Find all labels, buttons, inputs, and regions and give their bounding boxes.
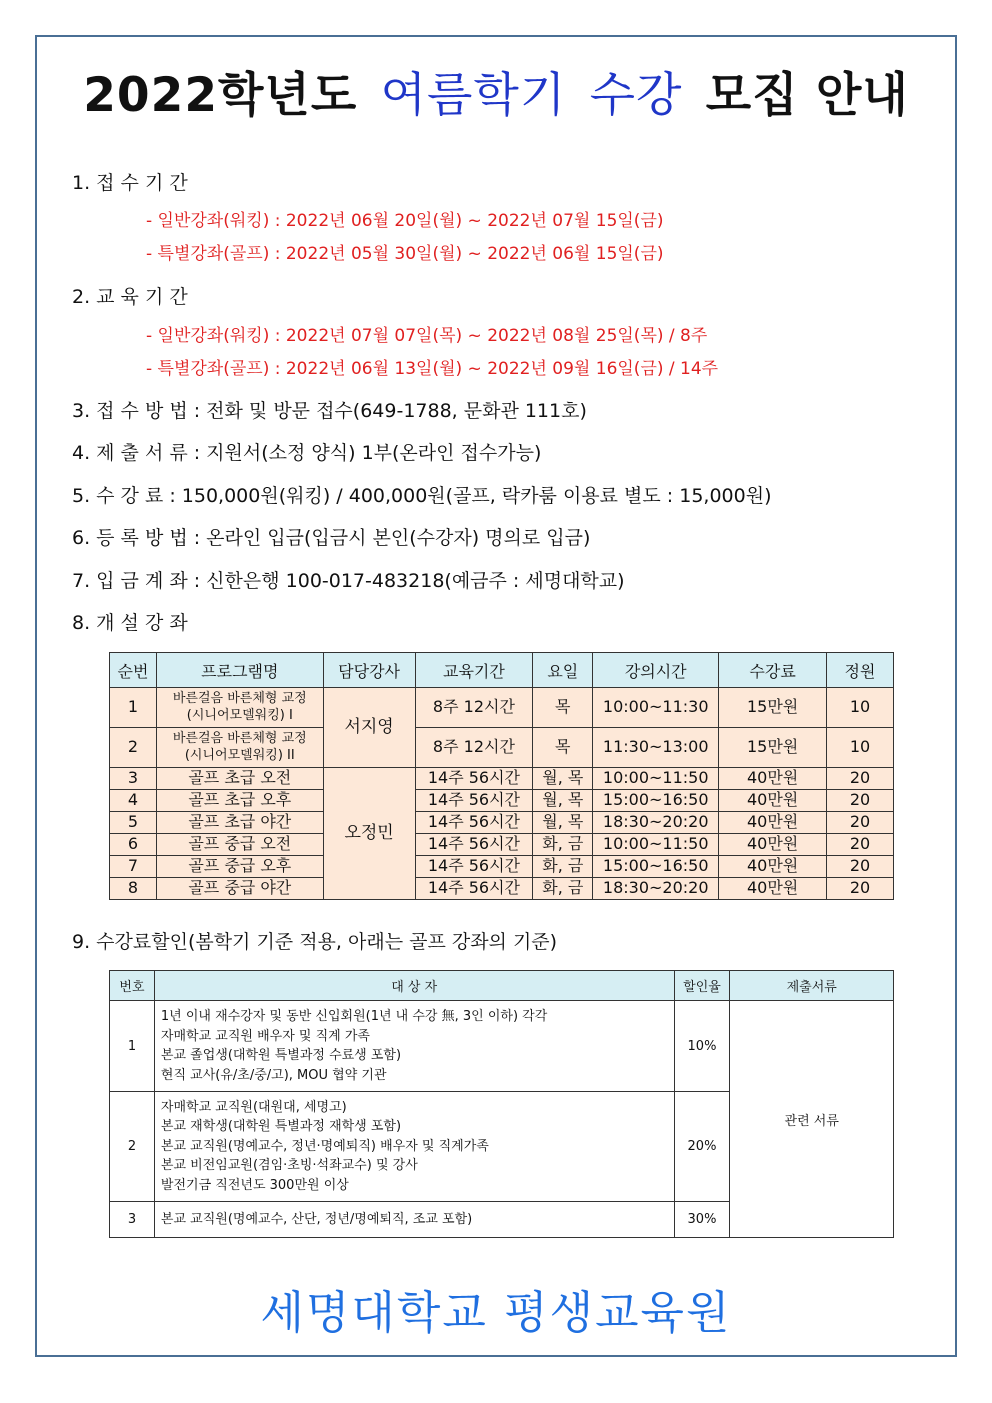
course-no: 1 [110, 688, 157, 728]
course-period: 14주 56시간 [415, 856, 533, 878]
course-capacity: 20 [827, 878, 894, 900]
course-fee: 15만원 [719, 728, 827, 768]
course-day: 월, 목 [533, 812, 593, 834]
header-cell: 제출서류 [730, 971, 894, 1001]
table-row [110, 834, 894, 856]
title-year: 2022학년도 [83, 68, 358, 123]
eligibility-line: 자매학교 교직원 배우자 및 직계 가족 [160, 1028, 370, 1044]
course-capacity: 20 [827, 768, 894, 790]
title-highlight-course: 수강 [589, 68, 683, 123]
course-program: 골프 중급 야간 [156, 878, 323, 900]
course-fee: 40만원 [719, 790, 827, 812]
course-capacity: 10 [827, 728, 894, 768]
course-day: 화, 금 [533, 856, 593, 878]
title-highlight-season: 여름학기 [380, 68, 567, 123]
course-period: 14주 56시간 [415, 790, 533, 812]
course-no: 2 [110, 728, 157, 768]
table-row [110, 878, 894, 900]
course-fee: 40만원 [719, 768, 827, 790]
discount-no: 3 [110, 1202, 155, 1238]
section-9-heading: 9. 수강료할인(봄학기 기준 적용, 아래는 골프 강좌의 기준) [72, 931, 558, 953]
course-day: 목 [533, 728, 593, 768]
course-period: 14주 56시간 [415, 834, 533, 856]
course-program: 골프 초급 오후 [156, 790, 323, 812]
discount-rate: 30% [674, 1202, 730, 1238]
discount-table [109, 970, 894, 1238]
section-8-heading: 8. 개 설 강 좌 [72, 612, 188, 634]
section-2-heading: 2. 교 육 기 간 [72, 286, 188, 308]
course-time: 15:00~16:50 [593, 856, 719, 878]
course-capacity: 20 [827, 790, 894, 812]
course-time: 18:30~20:20 [593, 878, 719, 900]
course-program: 골프 초급 야간 [156, 812, 323, 834]
eligibility-line: 본교 교직원(명예교수, 산단, 정년/명예퇴직, 조교 포함) [160, 1211, 473, 1227]
table-row [110, 768, 894, 790]
discount-no: 1 [110, 1001, 155, 1092]
section-1-heading: 1. 접 수 기 간 [72, 172, 188, 194]
header-cell: 대 상 자 [154, 971, 674, 1001]
course-time: 11:30~13:00 [593, 728, 719, 768]
discount-eligibility [154, 1001, 674, 1092]
course-day: 월, 목 [533, 790, 593, 812]
course-program: 골프 중급 오전 [156, 834, 323, 856]
header-cell: 프로그램명 [156, 653, 323, 688]
section-6: 6. 등 록 방 법 : 온라인 입금(입금시 본인(수강자) 명의로 입금) [72, 527, 591, 549]
section-5: 5. 수 강 료 : 150,000원(워킹) / 400,000원(골프, 락카룸 이용료 별도 : 15,000원) [72, 485, 772, 507]
table-row [110, 688, 894, 728]
table-row [110, 856, 894, 878]
header-cell: 교육기간 [415, 653, 533, 688]
course-period: 14주 56시간 [415, 812, 533, 834]
eligibility-line: 발전기금 직전년도 300만원 이상 [160, 1177, 349, 1193]
discount-eligibility [154, 1092, 674, 1202]
course-program [156, 688, 323, 728]
course-time: 10:00~11:50 [593, 834, 719, 856]
section-2-item: - 특별강좌(골프) : 2022년 06월 13일(월) ~ 2022년 09월 16일(금) / 14주 [146, 359, 719, 379]
table-row [110, 790, 894, 812]
course-fee: 40만원 [719, 834, 827, 856]
course-day: 목 [533, 688, 593, 728]
eligibility-line: 자매학교 교직원(대원대, 세명고) [160, 1099, 347, 1115]
course-no: 5 [110, 812, 157, 834]
course-period: 14주 56시간 [415, 768, 533, 790]
course-day: 화, 금 [533, 834, 593, 856]
header-cell: 강의시간 [593, 653, 719, 688]
course-instructor: 서지영 [323, 688, 415, 768]
courses-table [109, 652, 894, 900]
course-period: 14주 56시간 [415, 878, 533, 900]
course-program-line: 바른걸음 바른체형 교정 [172, 731, 307, 747]
course-fee: 40만원 [719, 856, 827, 878]
course-program-line: (시니어모델워킹) I [186, 707, 293, 723]
course-capacity: 20 [827, 834, 894, 856]
course-period: 8주 12시간 [415, 688, 533, 728]
course-no: 8 [110, 878, 157, 900]
section-4: 4. 제 출 서 류 : 지원서(소정 양식) 1부(온라인 접수가능) [72, 442, 542, 464]
course-fee: 40만원 [719, 878, 827, 900]
course-fee: 40만원 [719, 812, 827, 834]
eligibility-line: 본교 졸업생(대학원 특별과정 수료생 포함) [160, 1048, 402, 1063]
table-row [110, 728, 894, 768]
course-no: 6 [110, 834, 157, 856]
section-3: 3. 접 수 방 법 : 전화 및 방문 접수(649-1788, 문화관 111호) [72, 400, 587, 422]
course-time: 10:00~11:30 [593, 688, 719, 728]
course-capacity: 20 [827, 856, 894, 878]
header-cell: 수강료 [719, 653, 827, 688]
course-instructor: 오정민 [323, 768, 415, 900]
header-cell: 정원 [827, 653, 894, 688]
header-cell: 요일 [533, 653, 593, 688]
courses-header-row [110, 653, 894, 688]
course-time: 18:30~20:20 [593, 812, 719, 834]
discount-header-row [110, 971, 894, 1001]
eligibility-line: 본교 재학생(대학원 특별과정 재학생 포함) [160, 1119, 402, 1135]
header-cell: 담당강사 [323, 653, 415, 688]
footer-institution: 세명대학교 평생교육원 [260, 1286, 732, 1339]
eligibility-line: 현직 교사(유/초/중/고), MOU 협약 기관 [160, 1067, 387, 1083]
eligibility-line: 본교 비전임교원(겸임·초빙·석좌교수) 및 강사 [160, 1158, 418, 1174]
course-no: 7 [110, 856, 157, 878]
course-capacity: 20 [827, 812, 894, 834]
course-no: 3 [110, 768, 157, 790]
section-2-item: - 일반강좌(워킹) : 2022년 07월 07일(목) ~ 2022년 08월 25일(목) / 8주 [146, 326, 708, 346]
course-program [156, 728, 323, 768]
page-title [0, 58, 992, 125]
eligibility-line: 본교 교직원(명예교수, 정년·명예퇴직) 배우자 및 직계가족 [160, 1138, 489, 1154]
course-day: 화, 금 [533, 878, 593, 900]
course-fee: 15만원 [719, 688, 827, 728]
course-program: 골프 중급 오후 [156, 856, 323, 878]
discount-rate: 10% [674, 1001, 730, 1092]
title-rest: 모집 안내 [705, 68, 909, 123]
table-row [110, 812, 894, 834]
discount-eligibility [154, 1202, 674, 1238]
section-1-item: - 특별강좌(골프) : 2022년 05월 30일(월) ~ 2022년 06월 15일(금) [146, 244, 664, 264]
course-day: 월, 목 [533, 768, 593, 790]
course-program-line: (시니어모델워킹) II [184, 747, 295, 763]
course-no: 4 [110, 790, 157, 812]
table-row [110, 1001, 894, 1092]
eligibility-line: 1년 이내 재수강자 및 동반 신입회원(1년 내 수강 無, 3인 이하) 각각 [160, 1009, 548, 1024]
course-program: 골프 초급 오전 [156, 768, 323, 790]
discount-rate: 20% [674, 1092, 730, 1202]
course-period: 8주 12시간 [415, 728, 533, 768]
discount-docs: 관련 서류 [730, 1001, 894, 1238]
course-capacity: 10 [827, 688, 894, 728]
section-1-item: - 일반강좌(워킹) : 2022년 06월 20일(월) ~ 2022년 07월 15일(금) [146, 211, 664, 231]
course-time: 10:00~11:50 [593, 768, 719, 790]
header-cell: 순번 [110, 653, 157, 688]
header-cell: 번호 [110, 971, 155, 1001]
header-cell: 할인율 [674, 971, 730, 1001]
discount-no: 2 [110, 1092, 155, 1202]
course-time: 15:00~16:50 [593, 790, 719, 812]
course-program-line: 바른걸음 바른체형 교정 [172, 691, 307, 707]
section-7: 7. 입 금 계 좌 : 신한은행 100-017-483218(예금주 : 세명대학교) [72, 570, 625, 592]
